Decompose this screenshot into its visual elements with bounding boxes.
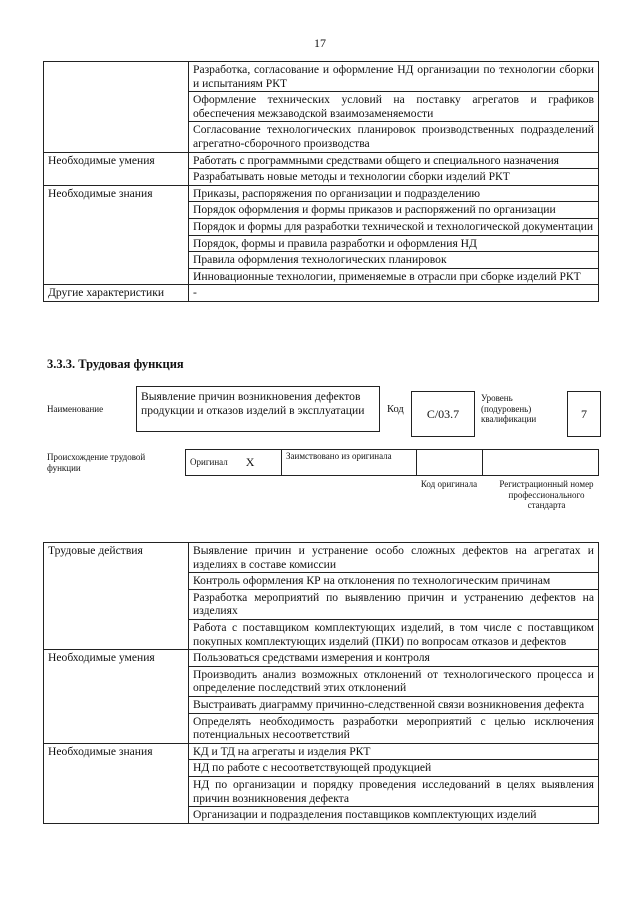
labor-function-table <box>43 542 599 824</box>
level-label: Уровень (подуровень) квалификации <box>481 393 537 424</box>
table-cell: Разработка, согласование и оформление НД организации по технологии сборки и испытаниям РКТ <box>189 62 599 92</box>
table-row <box>44 152 599 169</box>
table-cell: НД по работе с несоответствующей продукцией <box>189 760 599 777</box>
table-cell: Производить анализ возможных отклонений от технологического процесса и определение последствий этих отклонений <box>189 666 599 696</box>
table-cell: Правила оформления технологических планировок <box>189 252 599 269</box>
table-cell: Работать с программными средствами общего и специального назначения <box>189 152 599 169</box>
table-row <box>44 743 599 760</box>
top-table-body <box>44 62 599 302</box>
table-cell: Определять необходимость разработки мероприятий с целью исключения потенциальных несоответствий <box>189 713 599 743</box>
table-cell: - <box>189 285 599 302</box>
borrowed-label: Заимствовано из оригинала <box>286 451 392 461</box>
row-label: Другие характеристики <box>44 285 189 302</box>
table-cell: Порядок оформления и формы приказов и распоряжений по организации <box>189 202 599 219</box>
bottom-table-body <box>44 543 599 824</box>
table-cell: Пользоваться средствами измерения и контроля <box>189 650 599 667</box>
top-requirements-table <box>43 61 599 302</box>
registration-number-caption: Регистрационный номер профессионального стандарта <box>499 479 594 510</box>
original-cell <box>186 450 282 475</box>
table-cell: КД и ТД на агрегаты и изделия РКТ <box>189 743 599 760</box>
code-original-caption: Код оригинала <box>420 479 478 489</box>
table-row <box>44 285 599 302</box>
registration-number-cell <box>483 450 598 475</box>
level-value-box: 7 <box>567 391 601 437</box>
original-label: Оригинал <box>190 457 228 468</box>
row-label: Необходимые знания <box>44 185 189 285</box>
borrowed-cell <box>282 450 417 475</box>
table-cell: Порядок, формы и правила разработки и оформления НД <box>189 235 599 252</box>
table-cell: Приказы, распоряжения по организации и подразделению <box>189 185 599 202</box>
table-row <box>44 62 599 92</box>
row-label: Трудовые действия <box>44 543 189 650</box>
table-cell: Оформление технических условий на поставку агрегатов и графиков обеспечения межзаводской взаимозаменяемости <box>189 92 599 122</box>
table-cell: Выстраивать диаграмму причинно-следственной связи возникновения дефекта <box>189 696 599 713</box>
code-label: Код <box>387 404 404 415</box>
page-number: 17 <box>314 36 326 50</box>
row-label <box>44 62 189 153</box>
table-cell: Инновационные технологии, применяемые в отрасли при сборке изделий РКТ <box>189 268 599 285</box>
origin-row <box>185 449 599 476</box>
table-cell: Контроль оформления КР на отклонения по технологическим причинам <box>189 573 599 590</box>
table-cell: Согласование технологических планировок производственных подразделений агрегатно-сборочного производства <box>189 122 599 152</box>
table-cell: НД по организации и порядку проведения исследований в целях выявления причин возникновения дефекта <box>189 776 599 806</box>
origin-label: Происхождение трудовой функции <box>47 452 146 473</box>
original-code-cell <box>417 450 483 475</box>
row-label: Необходимые знания <box>44 743 189 823</box>
name-label: Наименование <box>47 404 104 414</box>
row-label: Необходимые умения <box>44 650 189 744</box>
table-cell: Выявление причин и устранение особо сложных дефектов на агрегатах и изделиях в составе комиссии <box>189 543 599 573</box>
table-cell: Разрабатывать новые методы и технологии сборки изделий РКТ <box>189 169 599 186</box>
section-heading: 3.3.3. Трудовая функция <box>47 357 184 371</box>
row-label: Необходимые умения <box>44 152 189 185</box>
table-row <box>44 185 599 202</box>
table-cell: Организации и подразделения поставщиков комплектующих изделий <box>189 807 599 824</box>
table-cell: Работа с поставщиком комплектующих изделий, в том числе с поставщиком покупных комплектующих изделий (ПКИ) по вопросам отказов и дефектов <box>189 619 599 649</box>
code-value-box: С/03.7 <box>411 391 475 437</box>
table-row <box>44 543 599 573</box>
original-mark: X <box>245 455 255 470</box>
function-name-box: Выявление причин возникновения дефектов продукции и отказов изделий в эксплуатации <box>136 386 380 432</box>
table-row <box>44 650 599 667</box>
table-cell: Порядок и формы для разработки технической и технологической документации <box>189 218 599 235</box>
table-cell: Разработка мероприятий по выявлению причин и устранению дефектов на изделиях <box>189 589 599 619</box>
